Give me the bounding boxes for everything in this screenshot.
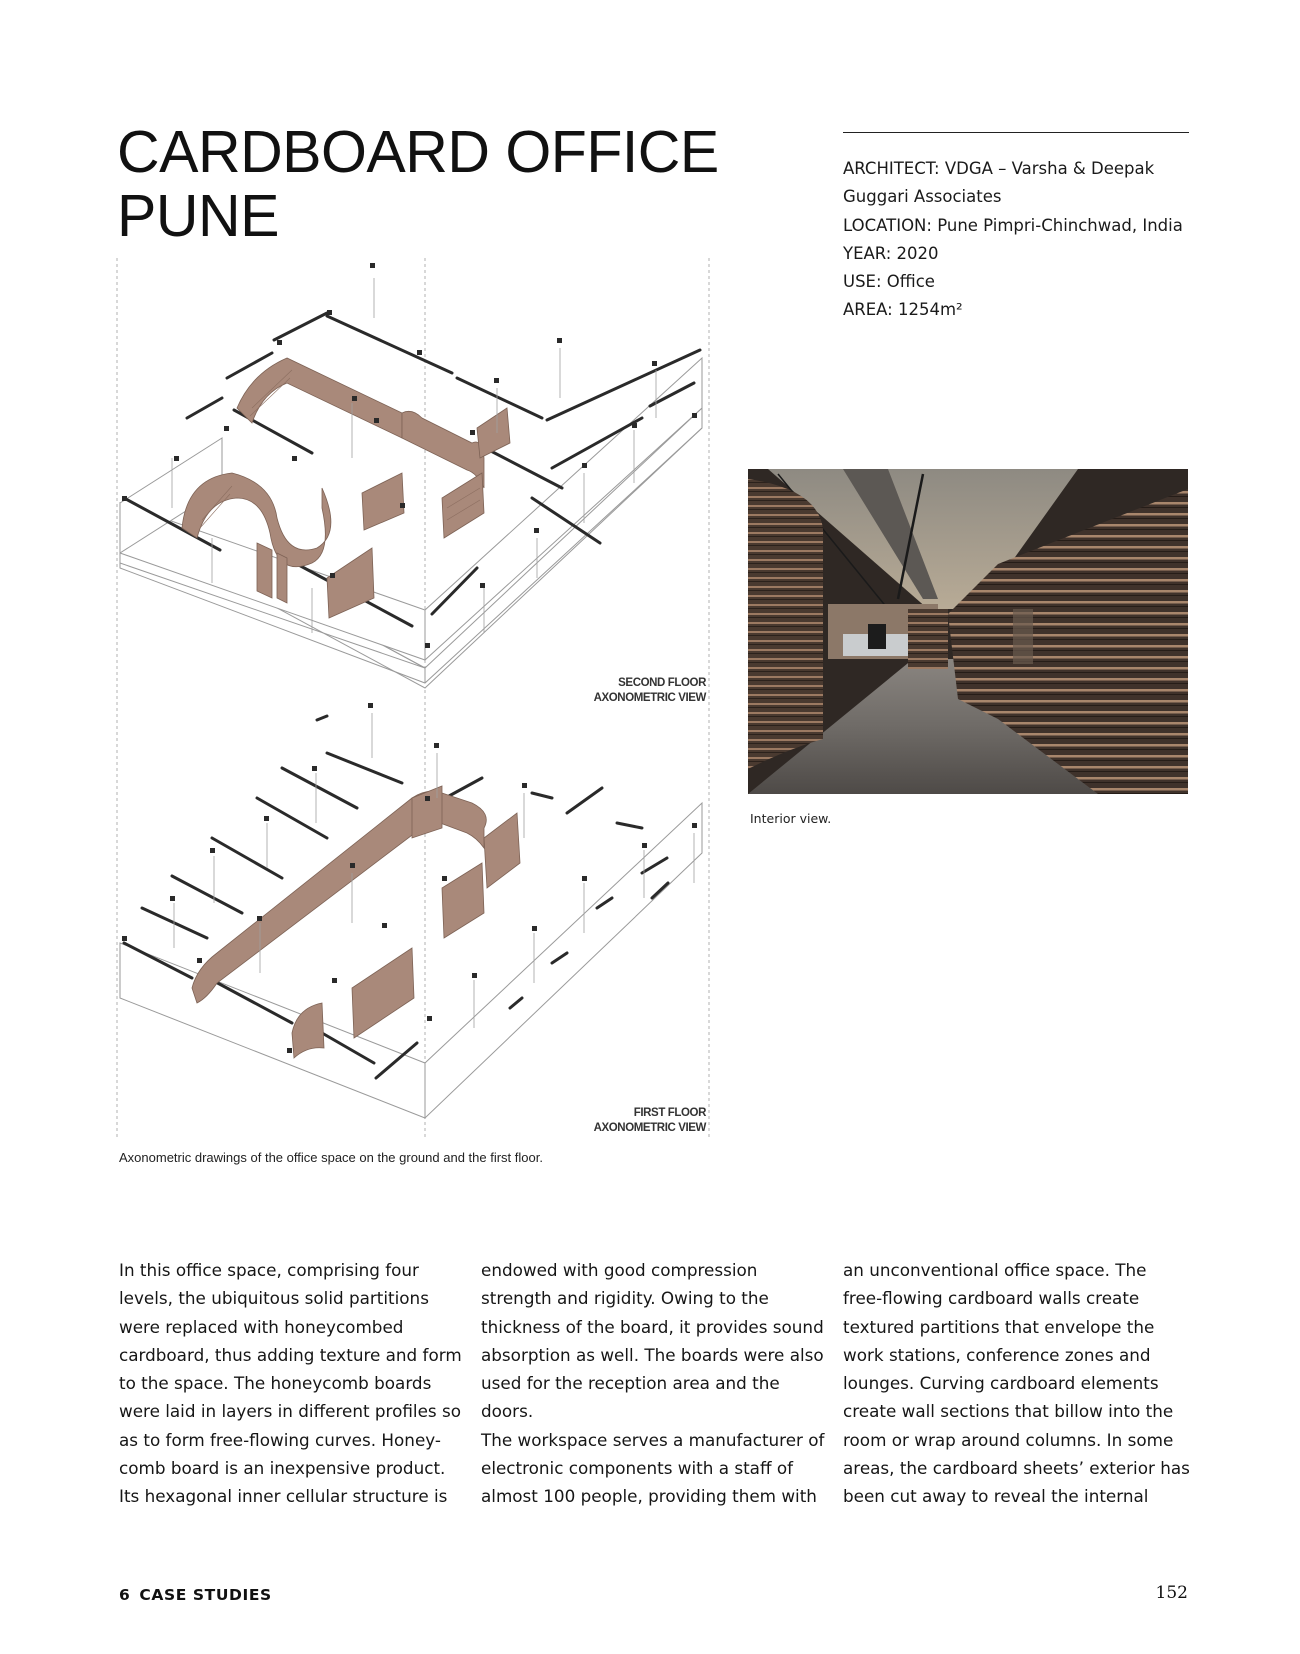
meta-year: YEAR: 2020 — [843, 243, 939, 263]
body-line: used for the reception area and the — [481, 1373, 780, 1394]
meta-architect-cont: Guggari Associates — [843, 187, 1002, 207]
page-number: 152 — [1155, 1583, 1188, 1603]
body-line: work stations, conference zones and — [843, 1344, 1151, 1365]
first-floor-label-line2: AXONOMETRIC VIEW — [593, 1122, 706, 1134]
body-line: free-flowing cardboard walls create — [843, 1288, 1140, 1309]
body-column-1 — [119, 1256, 469, 1511]
body-line: In this office space, comprising four — [119, 1260, 419, 1280]
body-line: been cut away to reveal the internal — [843, 1486, 1149, 1507]
body-line: almost 100 people, providing them with — [481, 1486, 817, 1507]
body-line: absorption as well. The boards were also — [481, 1344, 824, 1365]
chapter-title: CASE STUDIES — [139, 1586, 272, 1604]
project-metadata — [843, 155, 1203, 325]
body-line: textured partitions that envelope the — [843, 1316, 1155, 1337]
body-line: room or wrap around columns. In some — [843, 1429, 1174, 1450]
photo-caption: Interior view. — [750, 811, 832, 826]
body-line: doors. — [481, 1401, 534, 1422]
second-floor-drawing — [120, 263, 702, 688]
interior-photo — [748, 469, 1188, 794]
body-line: electronic components with a staff of — [481, 1458, 794, 1479]
body-line: lounges. Curving cardboard elements — [843, 1373, 1159, 1394]
title-line-1: CARDBOARD OFFICE — [117, 119, 719, 185]
meta-divider — [843, 132, 1189, 133]
drawings-caption: Axonometric drawings of the office space on the ground and the first floor. — [119, 1150, 543, 1165]
running-footer — [119, 1586, 272, 1604]
second-floor-label-line1: SECOND FLOOR — [618, 677, 706, 689]
first-floor-label — [506, 1106, 706, 1136]
meta-area: AREA: 1254m² — [843, 300, 963, 320]
meta-location: LOCATION: Pune Pimpri-Chinchwad, India — [843, 215, 1183, 235]
body-column-3 — [843, 1256, 1193, 1511]
body-line: cardboard, thus adding texture and form — [119, 1344, 462, 1365]
body-line: thickness of the board, it provides sound — [481, 1316, 824, 1337]
body-line: as to form free-flowing curves. Honey- — [119, 1429, 441, 1450]
first-floor-label-line1: FIRST FLOOR — [633, 1107, 706, 1119]
meta-architect: ARCHITECT: VDGA – Varsha & Deepak — [843, 159, 1155, 178]
body-line: an unconventional office space. The — [843, 1260, 1147, 1280]
meta-use: USE: Office — [843, 272, 935, 292]
second-floor-label — [506, 676, 706, 706]
body-line: Its hexagonal inner cellular structure is — [119, 1486, 448, 1507]
page-title — [117, 120, 719, 248]
body-line: to the space. The honeycomb boards — [119, 1373, 432, 1394]
body-line: The workspace serves a manufacturer of — [481, 1429, 825, 1450]
body-line: were laid in layers in different profiles so — [119, 1401, 461, 1422]
first-floor-drawing — [120, 703, 702, 1118]
body-line: were replaced with honeycombed — [119, 1316, 404, 1337]
body-column-2 — [481, 1256, 831, 1511]
body-line: areas, the cardboard sheets’ exterior has — [843, 1458, 1190, 1479]
body-line: strength and rigidity. Owing to the — [481, 1288, 769, 1309]
body-line: levels, the ubiquitous solid partitions — [119, 1288, 429, 1309]
chapter-number: 6 — [119, 1586, 131, 1604]
body-line: create wall sections that billow into the — [843, 1401, 1174, 1422]
second-floor-label-line2: AXONOMETRIC VIEW — [593, 692, 706, 704]
body-line: endowed with good compression — [481, 1260, 758, 1280]
body-line: comb board is an inexpensive product. — [119, 1458, 446, 1479]
title-line-2: PUNE — [117, 183, 279, 249]
